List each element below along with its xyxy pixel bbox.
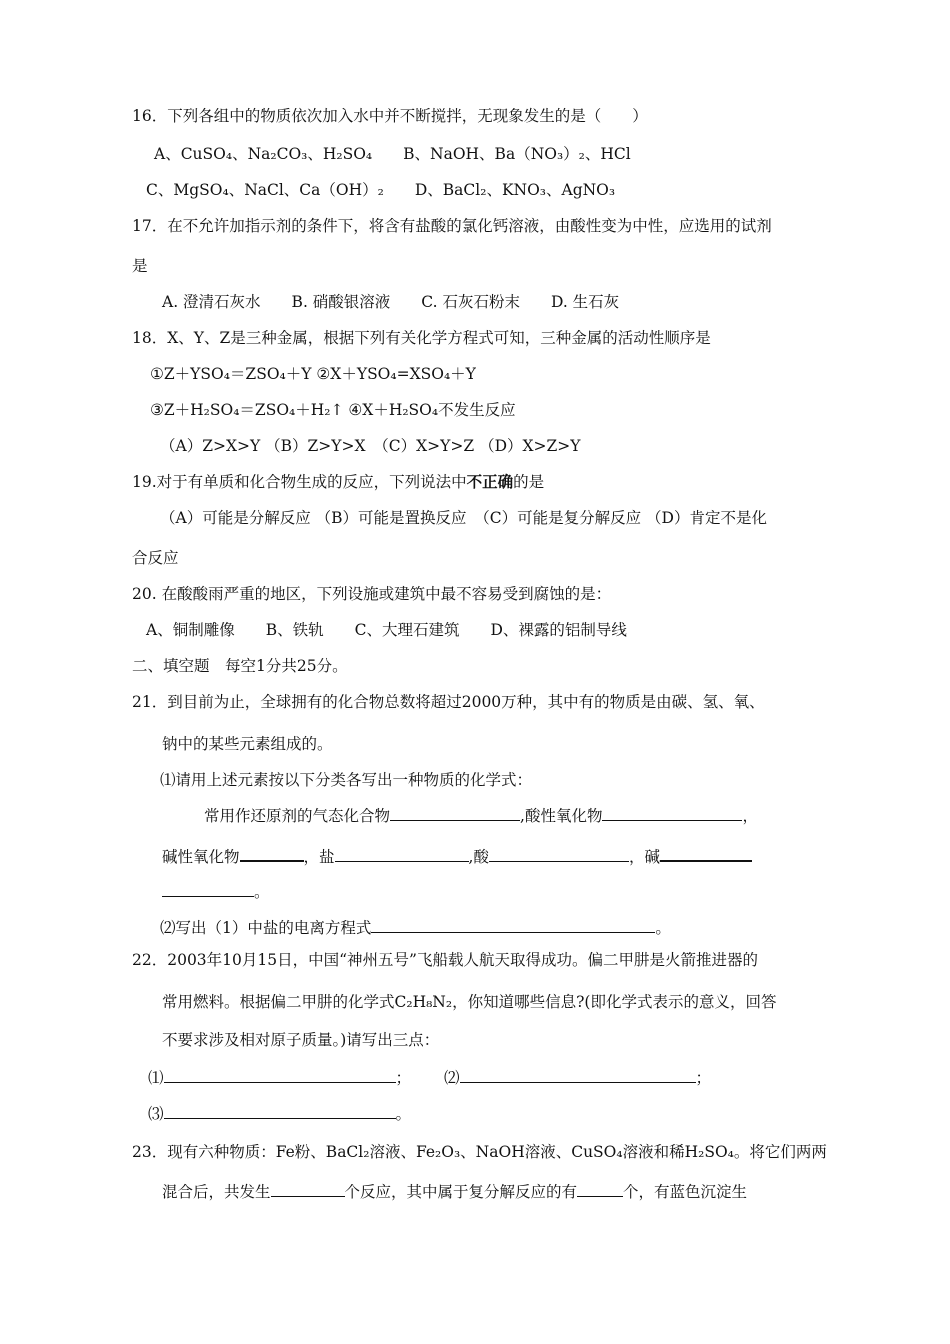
q21-acidic-oxide-blank[interactable] — [602, 806, 742, 821]
q22-answer-3-end: 。 — [395, 1105, 412, 1123]
q19-stem — [132, 472, 544, 492]
q21-ionization-label: ⑵写出（1）中盐的电离方程式 — [160, 919, 372, 937]
q22-answer-1-num: ⑴ — [148, 1069, 164, 1087]
q18-stem: 18．X、Y、Z是三种金属，根据下列有关化学方程式可知，三种金属的活动性顺序是 — [132, 329, 711, 347]
q21-basic-oxide-label: 碱性氧化物 — [162, 848, 240, 866]
q18-equations-2: ③Z＋H₂SO₄＝ZSO₄＋H₂↑ ④X＋H₂SO₄不发生反应 — [150, 401, 516, 419]
q20-options: A、铜制雕像 B、铁轨 C、大理石建筑 D、裸露的铝制导线 — [146, 621, 627, 639]
q21-line-1 — [204, 806, 758, 826]
q21-base-blank[interactable] — [660, 846, 752, 862]
q22-answer-2-blank[interactable] — [460, 1068, 696, 1083]
q19-stem-emphasis: 不正确 — [466, 473, 514, 491]
section-heading: 二、填空题 每空1分共25分。 — [132, 657, 348, 675]
q21-acidic-oxide-label: ,酸性氧化物 — [520, 807, 603, 825]
q18-options: （A）Z>X>Y （B）Z>Y>X （C）X>Y>Z （D）X>Z>Y — [160, 437, 581, 455]
q21-sub2-end: 。 — [655, 919, 671, 937]
q21-base-blank-cont[interactable] — [162, 882, 254, 897]
q21-ionization-blank[interactable] — [371, 918, 655, 933]
q19-options-cont: 合反应 — [132, 549, 179, 567]
q21-line1-end: ， — [742, 807, 758, 825]
q22-answer-3-num: ⑶ — [148, 1105, 164, 1123]
q21-acid-label: ,酸 — [468, 848, 489, 866]
q21-line3-end: 。 — [254, 883, 270, 901]
q17-options: A. 澄清石灰水 B. 硝酸银溶液 C. 石灰石粉末 D. 生石灰 — [162, 293, 620, 311]
q22-answer-3 — [148, 1104, 411, 1124]
q21-stem-cont: 钠中的某些元素组成的。 — [162, 735, 333, 753]
q23-stem: 23．现有六种物质：Fe粉、BaCl₂溶液、Fe₂O₃、NaOH溶液、CuSO₄溶液和稀H₂SO₄。将它们两两 — [132, 1143, 827, 1161]
q21-acid-blank[interactable] — [489, 847, 629, 862]
q22-answer-1 — [148, 1068, 411, 1088]
q22-answer-1-end: ； — [395, 1069, 412, 1087]
q19-options: （A）可能是分解反应 （B）可能是置换反应 （C）可能是复分解反应 （D）肯定不是化 — [160, 509, 767, 527]
q23-blue-precip-label: 个，有蓝色沉淀生 — [623, 1183, 748, 1201]
q21-line-2 — [162, 846, 752, 867]
q21-salt-blank[interactable] — [335, 847, 469, 862]
q22-answer-1-blank[interactable] — [164, 1068, 396, 1083]
q21-subquestion-2 — [160, 918, 671, 938]
q23-stem-cont — [162, 1182, 747, 1202]
q22-answer-3-blank[interactable] — [164, 1104, 396, 1119]
q22-stem-cont: 常用燃料。根据偏二甲肼的化学式C₂H₈N₂，你知道哪些信息?(即化学式表示的意义，回答 — [162, 993, 777, 1011]
q23-double-decomp-label: 个反应，其中属于复分解反应的有 — [344, 1183, 578, 1201]
q21-reductant-blank[interactable] — [390, 806, 520, 821]
q21-line-3 — [162, 882, 270, 902]
q21-reductant-label: 常用作还原剂的气态化合物 — [204, 807, 391, 825]
q17-stem: 17．在不允许加指示剂的条件下，将含有盐酸的氯化钙溶液，由酸性变为中性，应选用的试剂 — [132, 217, 772, 235]
q23-double-decomp-blank[interactable] — [577, 1182, 623, 1197]
q19-stem-post: 的是 — [513, 473, 545, 491]
q17-stem-cont: 是 — [132, 257, 148, 275]
q19-stem-pre: 19.对于有单质和化合物生成的反应，下列说法中 — [132, 473, 467, 491]
q16-stem: 16．下列各组中的物质依次加入水中并不断搅拌，无现象发生的是（ ） — [132, 107, 648, 125]
q16-options-ab: A、CuSO₄、Na₂CO₃、H₂SO₄ B、NaOH、Ba（NO₃）₂、HCl — [154, 145, 631, 163]
q22-answer-2-end: ； — [695, 1069, 712, 1087]
q21-stem: 21．到目前为止，全球拥有的化合物总数将超过2000万种，其中有的物质是由碳、氢、氧、 — [132, 693, 765, 711]
q22-stem: 22．2003年10月15日，中国“神州五号”飞船载人航天取得成功。偏二甲肼是火箭推进器的 — [132, 951, 758, 969]
q23-total-label: 混合后，共发生 — [162, 1183, 271, 1201]
q22-stem-cont2: 不要求涉及相对原子质量。)请写出三点： — [162, 1031, 440, 1049]
q22-answer-2-num: ⑵ — [444, 1069, 460, 1087]
q21-base-label: ，碱 — [628, 848, 660, 866]
q16-options-cd: C、MgSO₄、NaCl、Ca（OH）₂ D、BaCl₂、KNO₃、AgNO₃ — [146, 181, 616, 199]
q20-stem: 20. 在酸酸雨严重的地区，下列设施或建筑中最不容易受到腐蚀的是： — [132, 585, 612, 603]
q23-total-blank[interactable] — [271, 1182, 345, 1197]
q21-basic-oxide-blank[interactable] — [240, 846, 304, 862]
q18-equations-1: ①Z＋YSO₄＝ZSO₄＋Y ②X＋YSO₄=XSO₄＋Y — [150, 365, 476, 383]
q22-answer-2 — [444, 1068, 711, 1088]
q21-subquestion-1: ⑴请用上述元素按以下分类各写出一种物质的化学式： — [160, 771, 533, 789]
q21-salt-label: ，盐 — [303, 848, 335, 866]
